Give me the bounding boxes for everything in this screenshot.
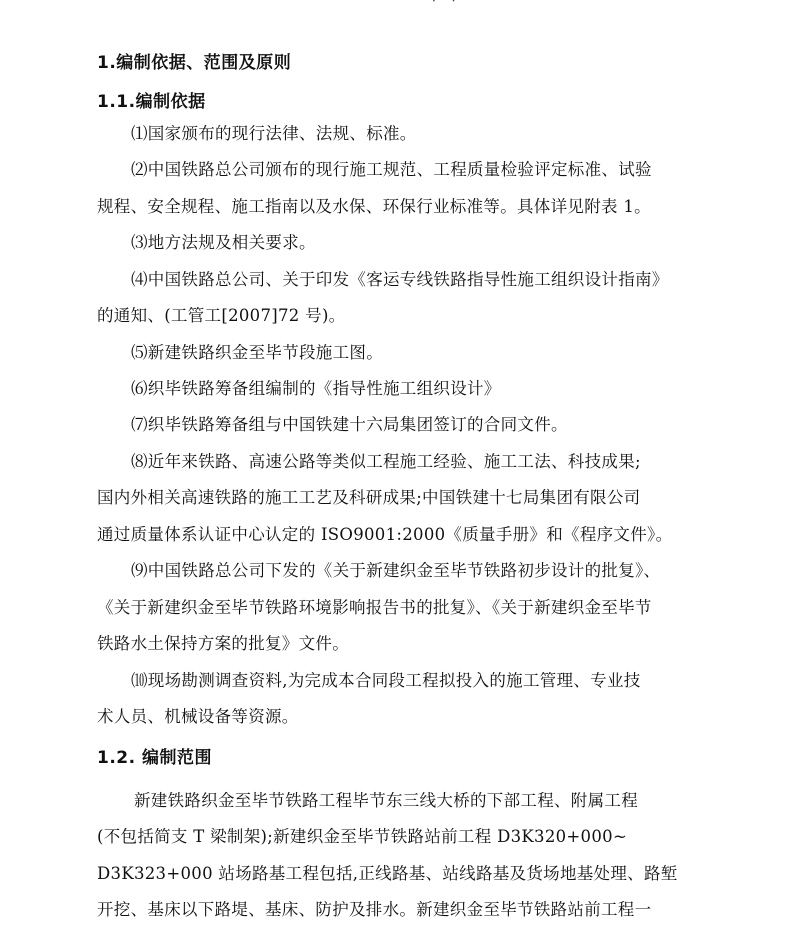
paragraph-line: ⑴国家颁布的现行法律、法规、标准。 [131,124,417,143]
paragraph-line: ⑷中国铁路总公司、关于印发《客运专线铁路指导性施工组织设计指南》 [131,270,669,289]
paragraph-line: ⑺织毕铁路筹备组与中国铁建十六局集团签订的合同文件。 [131,415,568,434]
paragraph-line: 术人员、机械设备等资源。 [97,707,299,726]
scope-line: 新建铁路织金至毕节铁路工程毕节东三线大桥的下部工程、附属工程 [134,791,638,810]
paragraph-line: ⑹织毕铁路筹备组编制的《指导性施工组织设计》 [131,379,501,398]
heading-1: 1.编制依据、范围及原则 [97,53,292,73]
heading-1-1: 1.1.编制依据 [97,92,206,112]
scope-line: (不包括简支 T 梁制架);新建织金至毕节铁路站前工程 D3K320+000~ [97,827,628,846]
paragraph-line: 国内外相关高速铁路的施工工艺及科研成果;中国铁建十七局集团有限公司 [97,488,641,507]
paragraph-line: ⑻近年来铁路、高速公路等类似工程施工经验、施工工法、科技成果; [131,452,641,471]
paragraph-line: ⑵中国铁路总公司颁布的现行施工规范、工程质量检验评定标准、试验 [131,160,652,179]
scope-line: 开挖、基床以下路堤、基床、防护及排水。新建织金至毕节铁路站前工程一 [97,900,652,919]
paragraph-line: ⑽现场勘测调查资料,为完成本合同段工程拟投入的施工管理、专业技 [131,671,641,690]
paragraph-line: 通过质量体系认证中心认定的 ISO9001:2000《质量手册》和《程序文件》。 [97,525,673,544]
paragraph-line: 规程、安全规程、施工指南以及水保、环保行业标准等。具体详见附表 1。 [97,197,651,216]
paragraph-line: ⑶地方法规及相关要求。 [131,233,316,252]
paragraph-line: ⑸新建铁路织金至毕节段施工图。 [131,343,383,362]
heading-1-2: 1.2. 编制范围 [97,748,212,768]
paragraph-line: 《关于新建织金至毕节铁路环境影响报告书的批复》、《关于新建织金至毕节 [97,598,652,617]
paragraph-line: 的通知、(工管工[2007]72 号)。 [97,306,346,325]
paragraph-line: ⑼中国铁路总公司下发的《关于新建织金至毕节铁路初步设计的批复》、 [131,561,661,580]
scope-line: D3K323+000 站场路基工程包括,正线路基、站线路基及货场地基处理、路堑 [97,864,678,883]
paragraph-line: 铁路水土保持方案的批复》文件。 [97,634,349,653]
page-header-mark [432,0,480,4]
